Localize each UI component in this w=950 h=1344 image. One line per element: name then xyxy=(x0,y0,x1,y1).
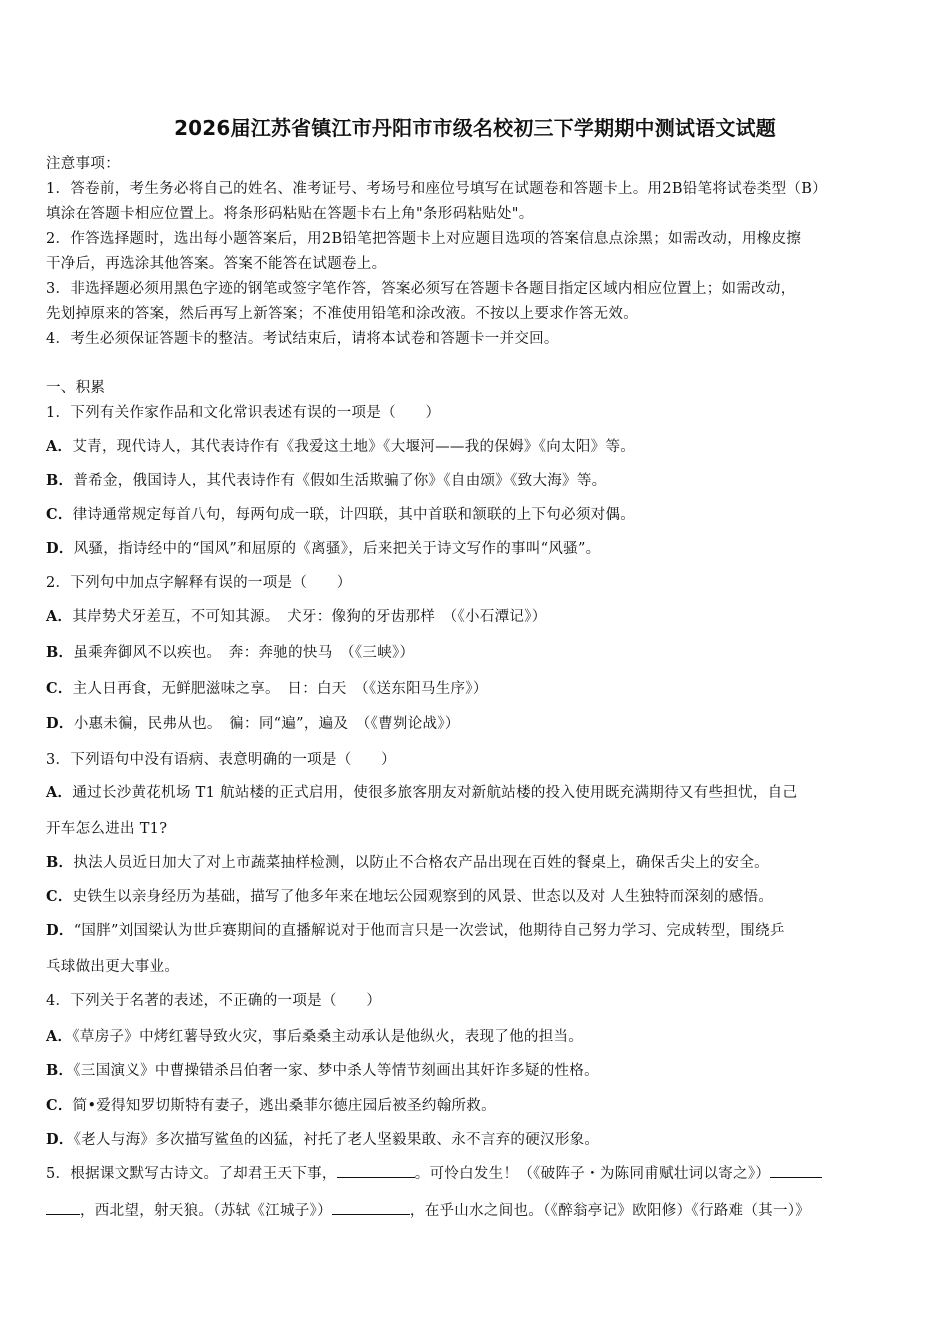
option-b xyxy=(46,1059,906,1080)
q5-text: ，西北望，射天狼。（苏轼《江城子》） xyxy=(80,1203,332,1219)
option-label: D． xyxy=(46,1131,74,1148)
question-stem: 3．下列语句中没有语病、表意明确的一项是（ ） xyxy=(46,752,396,768)
question-stem: 4．下列关于名著的表述，不正确的一项是（ ） xyxy=(46,993,382,1009)
notice-line: 4．考生必须保证答题卡的整洁。考试结束后，请将本试卷和答题卡一并交回。 xyxy=(46,331,559,347)
answer-blank[interactable] xyxy=(337,1165,415,1178)
option-label: D． xyxy=(46,540,74,557)
question-5-line-1 xyxy=(46,1162,906,1183)
page-title: 2026届江苏省镇江市丹阳市市级名校初三下学期期中测试语文试题 xyxy=(174,116,776,140)
option-b xyxy=(46,641,906,662)
option-text: 《三国演义》中曹操错杀吕伯奢一家、梦中杀人等情节刻画出其奸诈多疑的性格。 xyxy=(73,1063,599,1079)
option-label: B． xyxy=(46,1062,74,1079)
question-stem: 1．下列有关作家作品和文化常识表述有误的一项是（ ） xyxy=(46,405,441,421)
option-d xyxy=(46,1128,906,1149)
notice-line: 干净后，再选涂其他答案。答案不能答在试题卷上。 xyxy=(46,256,387,272)
notice-line: 2．作答选择题时，选出每小题答案后，用2B铅笔把答题卡上对应题目选项的答案信息点涂黑；如需改动，用橡皮擦 xyxy=(46,231,802,247)
option-text: 普希金，俄国诗人，其代表诗作有《假如生活欺骗了你》《自由颂》《致大海》等。 xyxy=(73,473,607,489)
option-text: 执法人员近日加大了对上市蔬菜抽样检测，以防止不合格农产品出现在百姓的餐桌上，确保舌尖上的安全。 xyxy=(73,855,769,871)
notice-line: 1．答卷前，考生务必将自己的姓名、准考证号、考场号和座位号填写在试题卷和答题卡上。用2B铅笔将试卷类型（B） xyxy=(46,181,827,197)
section-heading: 一、积累 xyxy=(46,380,106,396)
q5-text: 。可怜白发生！（《破阵子・为陈同甫赋壮词以寄之》） xyxy=(414,1166,771,1182)
option-text: 艾青，现代诗人，其代表诗作有《我爱这土地》《大堰河——我的保姆》《向太阳》等。 xyxy=(72,439,636,455)
notice-heading: 注意事项： xyxy=(46,156,120,172)
notice-line: 先划掉原来的答案，然后再写上新答案；不准使用铅笔和涂改液。不按以上要求作答无效。 xyxy=(46,306,638,322)
option-label: C． xyxy=(46,680,73,697)
q5-text: ，在乎山水之间也。（《醉翁亭记》欧阳修）《行路难（其一）》 xyxy=(409,1203,811,1219)
option-d-continued: 乓球做出更大事业。 xyxy=(46,959,180,975)
option-text: 其岸势犬牙差互，不可知其源。 犬牙：像狗的牙齿那样 （《小石潭记》） xyxy=(72,609,547,625)
option-text: 通过长沙黄花机场 T1 航站楼的正式启用，使很多旅客朋友对新航站楼的投入使用既充满期待又有些担忧，自己 xyxy=(72,785,798,801)
option-a xyxy=(46,1025,906,1046)
option-text: 《老人与海》多次描写鲨鱼的凶猛，衬托了老人坚毅果敢、永不言弃的硬汉形象。 xyxy=(73,1132,600,1148)
option-label: A． xyxy=(46,1028,73,1045)
q5-text: 5．根据课文默写古诗文。了却君王天下事， xyxy=(46,1166,337,1182)
option-label: A． xyxy=(46,438,73,455)
option-c xyxy=(46,1094,906,1115)
option-label: B． xyxy=(46,472,74,489)
option-label: A． xyxy=(46,784,73,801)
option-d xyxy=(46,919,906,940)
option-a-continued: 开车怎么进出 T1? xyxy=(46,821,168,837)
option-label: D． xyxy=(46,715,74,732)
option-text: 虽乘奔御风不以疾也。 奔：奔驰的快马 （《三峡》） xyxy=(73,645,415,661)
question-5-line-2 xyxy=(46,1199,906,1220)
option-text: 主人日再食，无鲜肥滋味之享。 日：白天 （《送东阳马生序》） xyxy=(72,681,488,697)
answer-blank[interactable] xyxy=(46,1202,80,1215)
option-text: 简•爱得知罗切斯特有妻子，逃出桑菲尔德庄园后被圣约翰所救。 xyxy=(72,1098,496,1114)
option-c xyxy=(46,885,906,906)
option-label: C． xyxy=(46,506,73,523)
option-a xyxy=(46,605,906,626)
option-a xyxy=(46,781,906,802)
option-c xyxy=(46,677,906,698)
option-text: 律诗通常规定每首八句，每两句成一联，计四联，其中首联和颔联的上下句必须对偶。 xyxy=(72,507,636,523)
option-text: 小惠未徧，民弗从也。 徧：同“遍”，遍及 （《曹刿论战》） xyxy=(73,716,460,732)
option-text: 史铁生以亲身经历为基础，描写了他多年来在地坛公园观察到的风景、世态以及对 人生独特而深刻的感悟。 xyxy=(72,889,774,905)
option-label: C． xyxy=(46,1097,73,1114)
option-d xyxy=(46,712,906,733)
notice-line: 填涂在答题卡相应位置上。将条形码粘贴在答题卡右上角"条形码粘贴处"。 xyxy=(46,206,534,222)
option-d xyxy=(46,537,906,558)
option-label: D． xyxy=(46,922,74,939)
option-label: B． xyxy=(46,854,74,871)
option-b xyxy=(46,851,906,872)
notice-line: 3．非选择题必须用黑色字迹的钢笔或签字笔作答，答案必须写在答题卡各题目指定区域内相应位置上；如需改动， xyxy=(46,281,796,297)
option-b xyxy=(46,469,906,490)
option-text: 风骚，指诗经中的“国风”和屈原的《离骚》，后来把关于诗文写作的事叫“风骚”。 xyxy=(73,541,601,557)
question-stem: 2．下列句中加点字解释有误的一项是（ ） xyxy=(46,575,352,591)
option-label: B． xyxy=(46,644,74,661)
option-label: C． xyxy=(46,888,73,905)
option-label: A． xyxy=(46,608,73,625)
option-a xyxy=(46,435,906,456)
option-text: 《草房子》中烤红薯导致火灾，事后桑桑主动承认是他纵火，表现了他的担当。 xyxy=(72,1029,584,1045)
option-c xyxy=(46,503,906,524)
option-text: “国胖”刘国梁认为世乒赛期间的直播解说对于他而言只是一次尝试，他期待自己努力学习、完成转型，围绕乒 xyxy=(73,923,785,939)
answer-blank[interactable] xyxy=(332,1202,410,1215)
answer-blank[interactable] xyxy=(770,1165,822,1178)
